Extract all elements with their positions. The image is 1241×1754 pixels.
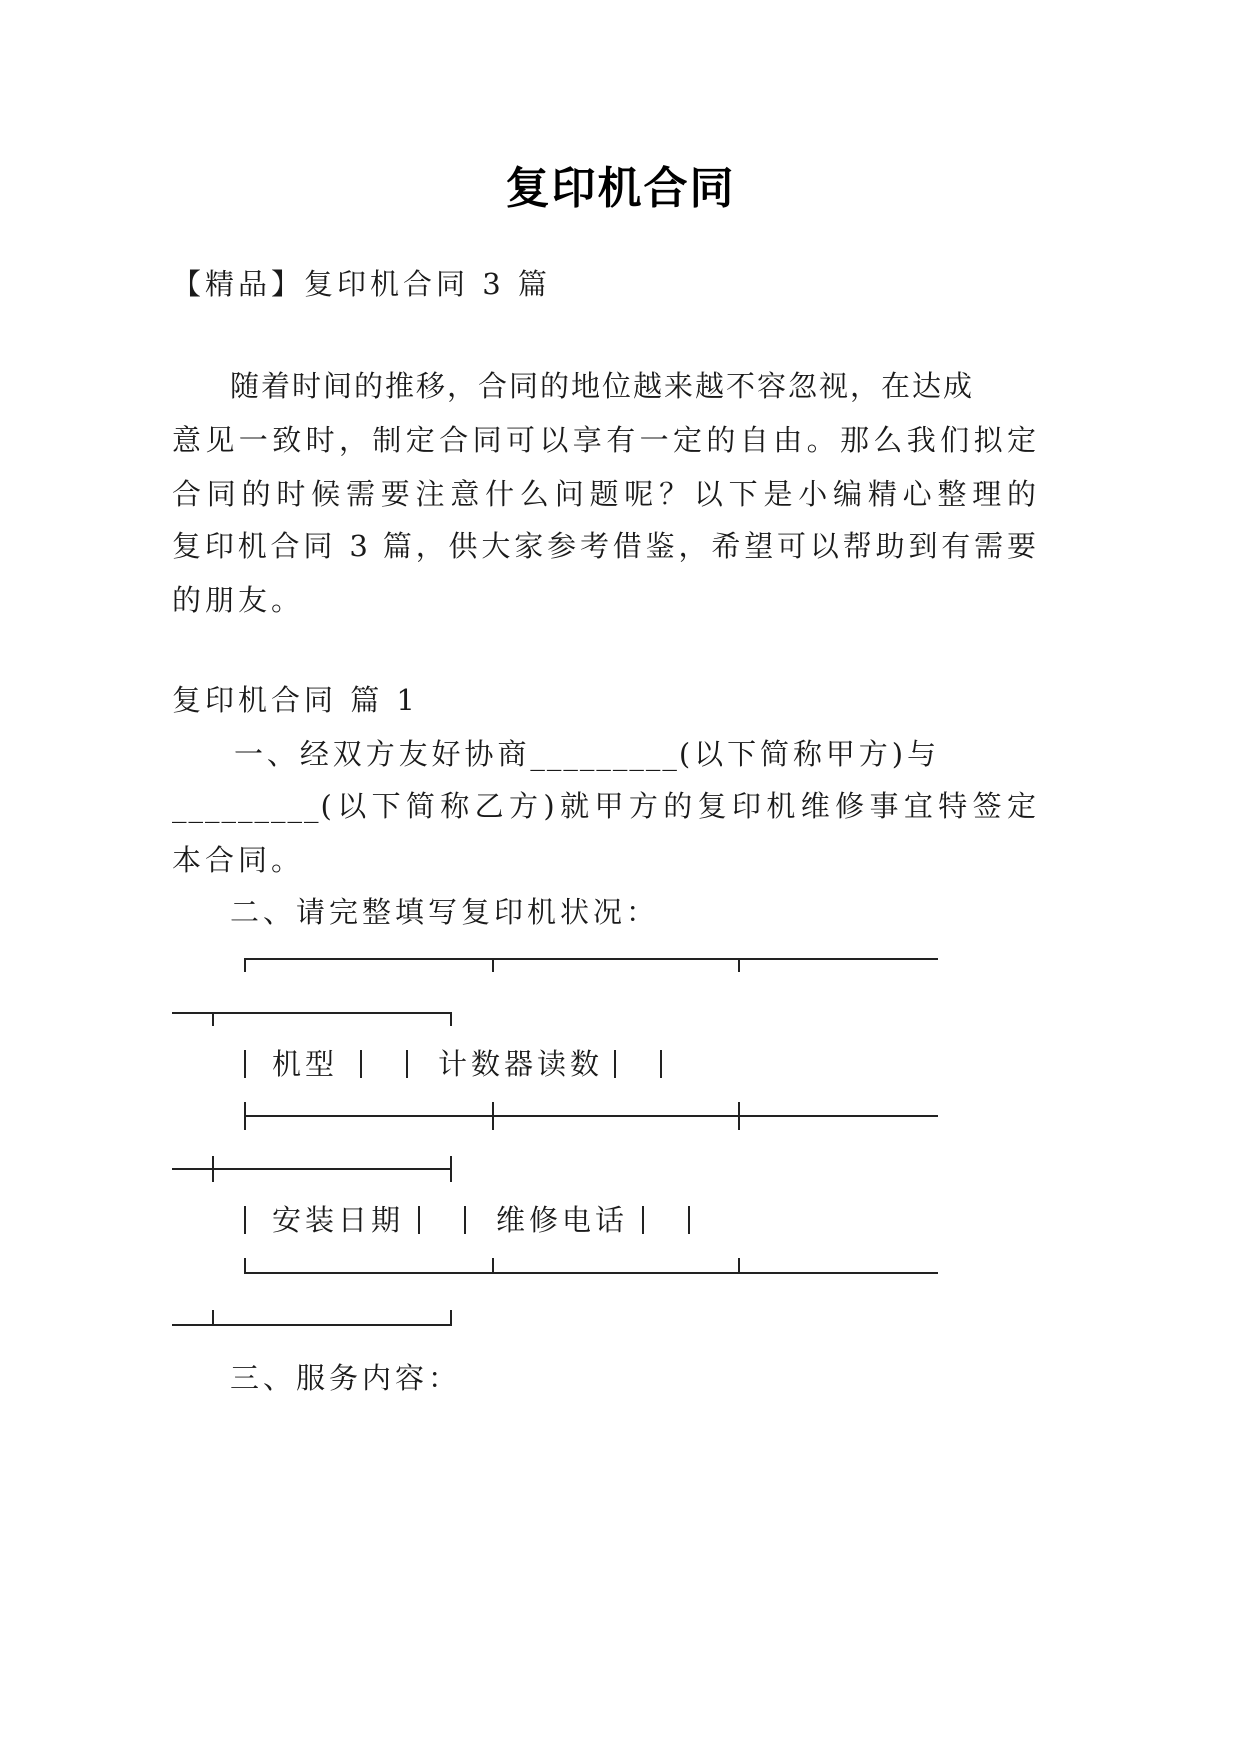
intro-line-3: 合同的时候需要注意什么问题呢？以下是小编精心整理的 — [172, 477, 1038, 511]
clause1-line-3: 本合同。 — [172, 843, 305, 877]
row1-bar-3 — [406, 1050, 408, 1078]
table-label-install-date: 安装日期 — [272, 1203, 405, 1237]
intro-line-1: 随着时间的推移，合同的地位越来越不容忽视，在达成 — [230, 369, 975, 403]
table-tick-t1 — [492, 958, 494, 972]
table-mid-left — [244, 1102, 246, 1130]
table-mid-right — [450, 1156, 452, 1182]
table-tick-t2 — [738, 958, 740, 972]
row2-bar-3 — [464, 1206, 466, 1234]
table-mid-rule — [244, 1115, 938, 1117]
table-corner-tl — [244, 958, 246, 972]
clause1-line-1: 一、经双方友好协商_________(以下简称甲方)与 — [234, 737, 938, 771]
row2-bar-4 — [642, 1206, 644, 1234]
document-subtitle: 【精品】复印机合同 3 篇 — [172, 267, 551, 301]
table-label-counter: 计数器读数 — [438, 1047, 604, 1081]
intro-line-2: 意见一致时，制定合同可以享有一定的自由。那么我们拟定 — [172, 423, 1038, 457]
clause3-heading: 三、服务内容： — [230, 1361, 462, 1395]
intro-line-4: 复印机合同 3 篇，供大家参考借鉴，希望可以帮助到有需要 — [172, 529, 1038, 563]
table-tick-t3 — [212, 1012, 214, 1026]
table-mid-cross-2 — [738, 1102, 740, 1130]
row1-bar-4 — [614, 1050, 616, 1078]
table-corner-tr — [450, 1012, 452, 1026]
table-tick-b2 — [738, 1258, 740, 1274]
table-corner-br — [450, 1310, 452, 1326]
table-tick-b1 — [492, 1258, 494, 1274]
row2-bar-1 — [244, 1206, 246, 1234]
table-mid-cross-1 — [492, 1102, 494, 1130]
table-label-model: 机型 — [272, 1047, 339, 1081]
table-bottom-rule — [244, 1272, 938, 1274]
document-title: 复印机合同 — [505, 163, 736, 214]
intro-line-5: 的朋友。 — [172, 583, 305, 617]
table-top-rule — [244, 958, 938, 960]
row2-bar-2 — [418, 1206, 420, 1234]
table-label-repair-phone: 维修电话 — [496, 1203, 629, 1237]
table-tick-b3 — [212, 1310, 214, 1326]
row1-bar-2 — [360, 1050, 362, 1078]
clause1-line-2: _________(以下简称乙方)就甲方的复印机维修事宜特签定 — [172, 789, 1038, 823]
clause2-heading: 二、请完整填写复印机状况： — [230, 895, 660, 929]
row1-bar-5 — [660, 1050, 662, 1078]
table-mid-cross-3 — [212, 1156, 214, 1182]
table-corner-bl — [244, 1258, 246, 1274]
section-heading: 复印机合同 篇 1 — [172, 683, 419, 717]
row2-bar-5 — [688, 1206, 690, 1234]
row1-bar-1 — [244, 1050, 246, 1078]
